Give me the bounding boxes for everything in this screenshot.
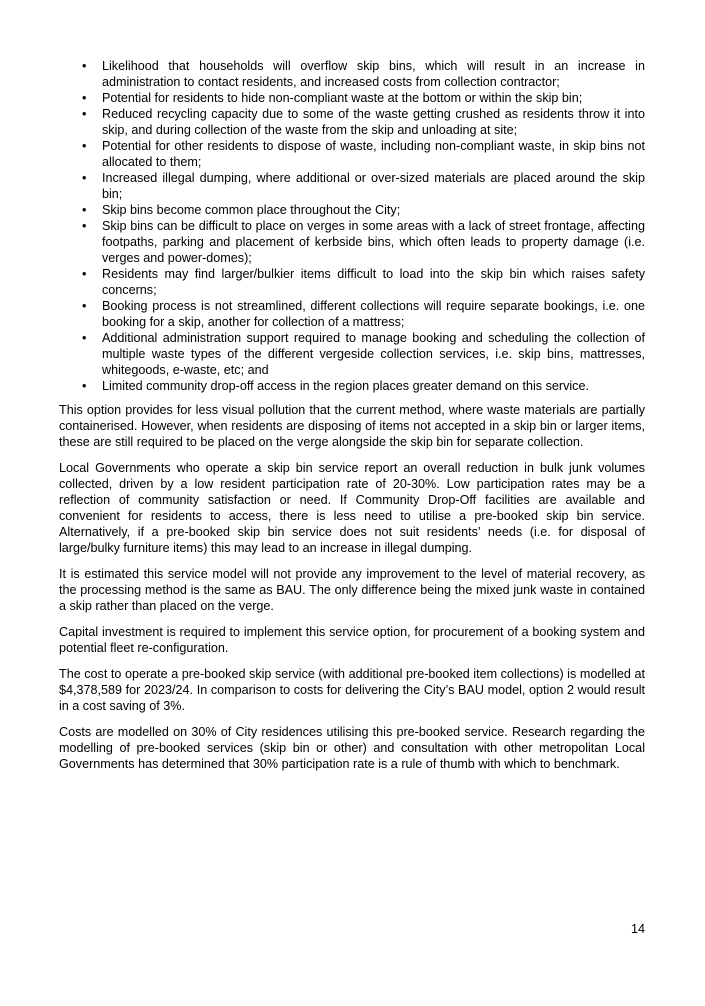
bullet-item xyxy=(59,58,645,90)
bullet-icon: • xyxy=(82,299,87,313)
paragraph-capital-investment: Capital investment is required to implement this service option, for procurement of a booking system and potential fleet re-configuration. xyxy=(59,625,645,655)
bullet-item xyxy=(59,138,645,170)
bullet-item xyxy=(59,218,645,266)
bullet-text: Likelihood that households will overflow skip bins, which will result in an increase in administration to contact residents, and increased costs from collection contractor; xyxy=(102,59,645,89)
bullet-icon: • xyxy=(82,59,87,73)
page-number: 14 xyxy=(630,922,645,936)
bullet-item xyxy=(59,170,645,202)
bullet-item xyxy=(59,330,645,378)
bullet-text: Reduced recycling capacity due to some of the waste getting crushed as residents throw it into skip, and during collection of the waste from the skip and unloading at site; xyxy=(102,107,645,137)
bullet-icon: • xyxy=(82,139,87,153)
bullet-text: Skip bins become common place throughout the City; xyxy=(102,203,401,217)
bullet-text: Increased illegal dumping, where additional or over-sized materials are placed around the skip bin; xyxy=(102,171,645,201)
bullet-item xyxy=(59,266,645,298)
paragraph-participation-rate: Local Governments who operate a skip bin service report an overall reduction in bulk junk volumes collected, driven by a low resident participation rate of 20-30%. Low participation rates may be a reflection of community satisfaction or need. If Community Drop-Off facilities are available and convenient for residents to access, there is less need to utilise a pre-booked skip bin service. Alternatively, if a pre-booked skip bin service does not suit residents’ needs (i.e. for disposal of large/bulky furniture items) this may lead to an increase in illegal dumping. xyxy=(59,461,645,555)
bullet-text: Potential for other residents to dispose of waste, including non-compliant waste, in skip bins not allocated to them; xyxy=(102,139,645,169)
bullet-item xyxy=(59,378,645,394)
bullet-item xyxy=(59,202,645,218)
bullet-item xyxy=(59,298,645,330)
bullet-text: Additional administration support required to manage booking and scheduling the collection of multiple waste types of the different vergeside collection services, i.e. skip bins, mattresses, whitegoods, e-waste, etc; and xyxy=(102,331,645,377)
bullet-icon: • xyxy=(82,107,87,121)
paragraph-operating-cost: The cost to operate a pre-booked skip service (with additional pre-booked item collections) is modelled at $4,378,589 for 2023/24. In comparison to costs for delivering the City’s BAU model, option 2 would result in a cost saving of 3%. xyxy=(59,667,645,713)
bullet-icon: • xyxy=(82,91,87,105)
bullet-icon: • xyxy=(82,219,87,233)
bullet-text: Potential for residents to hide non-compliant waste at the bottom or within the skip bin; xyxy=(102,91,583,105)
bullet-icon: • xyxy=(82,203,87,217)
paragraph-material-recovery: It is estimated this service model will not provide any improvement to the level of material recovery, as the processing method is the same as BAU. The only difference being the mixed junk waste in contained a skip rather than placed on the verge. xyxy=(59,567,645,613)
bullet-icon: • xyxy=(82,331,87,345)
paragraph-visual-pollution: This option provides for less visual pollution that the current method, where waste materials are partially containerised. However, when residents are disposing of items not accepted in a skip bin or larger items, these are still required to be placed on the verge alongside the skip bin for separate collection. xyxy=(59,403,645,449)
bullet-icon: • xyxy=(82,267,87,281)
bullet-item xyxy=(59,90,645,106)
bullet-icon: • xyxy=(82,379,87,393)
bullet-icon: • xyxy=(82,171,87,185)
concerns-bullet-list xyxy=(59,58,645,394)
document-page xyxy=(59,58,645,782)
bullet-text: Booking process is not streamlined, different collections will require separate bookings, i.e. one booking for a skip, another for collection of a mattress; xyxy=(102,299,645,329)
paragraph-cost-modelling: Costs are modelled on 30% of City residences utilising this pre-booked service. Research regarding the modelling of pre-booked services (skip bin or other) and consultation with other metropolitan Local Governments has determined that 30% participation rate is a rule of thumb with which to benchmark. xyxy=(59,725,645,771)
bullet-text: Skip bins can be difficult to place on verges in some areas with a lack of street frontage, affecting footpaths, parking and placement of kerbside bins, which often leads to property damage (i.e. verges and power-domes); xyxy=(102,219,645,265)
bullet-item xyxy=(59,106,645,138)
bullet-text: Limited community drop-off access in the region places greater demand on this service. xyxy=(102,379,589,393)
bullet-text: Residents may find larger/bulkier items difficult to load into the skip bin which raises safety concerns; xyxy=(102,267,645,297)
